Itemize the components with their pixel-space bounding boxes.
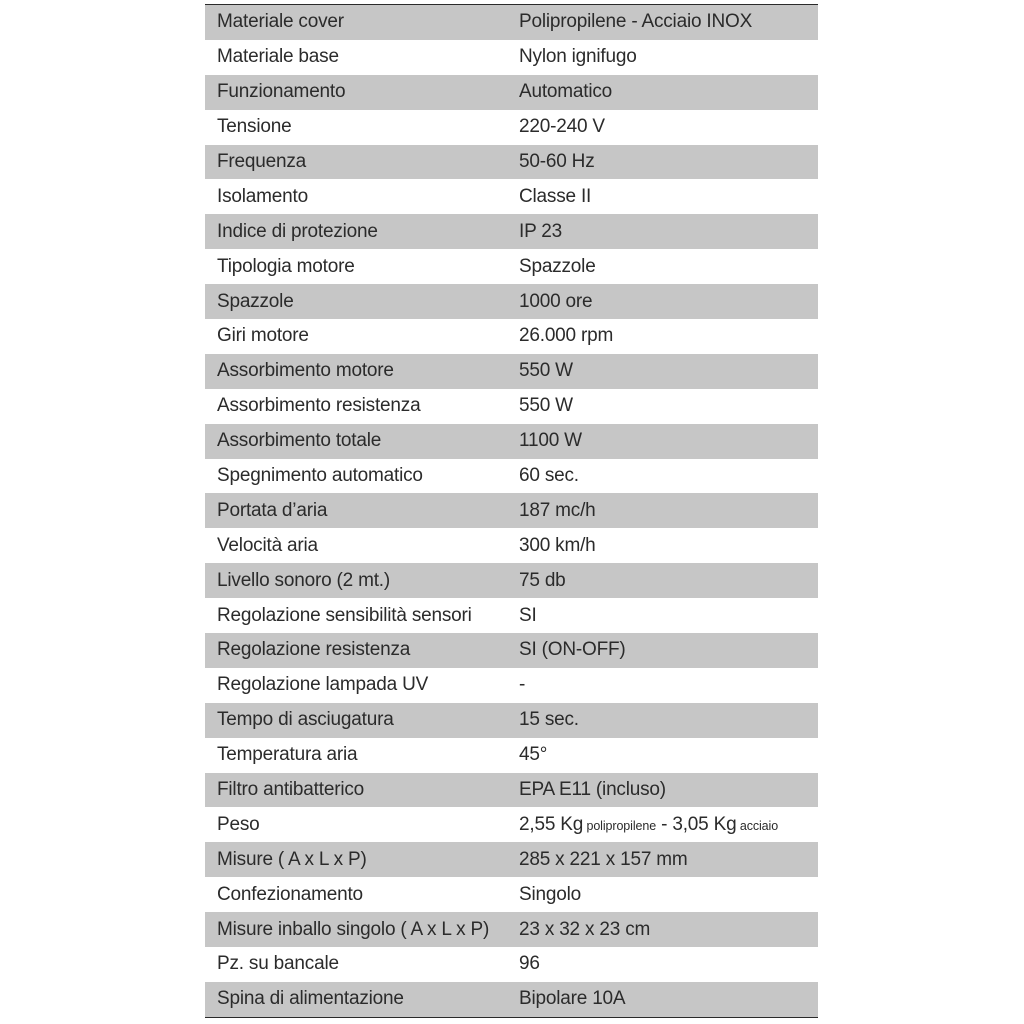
table-row [205,528,818,563]
spec-value: SI [519,604,537,626]
spec-label: Tempo di asciugatura [217,709,394,731]
spec-label: Regolazione sensibilità sensori [217,604,472,626]
spec-value: Polipropilene - Acciaio INOX [519,11,753,33]
spec-label: Regolazione resistenza [217,639,411,661]
spec-value: 60 sec. [519,465,579,487]
spec-label: Spina di alimentazione [217,988,404,1010]
table-row [205,633,818,668]
table-row [205,912,818,947]
spec-label: Peso [217,813,260,835]
spec-label: Livello sonoro (2 mt.) [217,569,391,591]
spec-label: Materiale cover [217,11,344,33]
spec-label: Temperatura aria [217,744,358,766]
spec-label: Portata d’aria [217,499,328,521]
spec-value: Classe II [519,185,592,207]
table-row [205,598,818,633]
spec-value: Bipolare 10A [519,988,626,1010]
spec-label: Misure ( A x L x P) [217,848,367,870]
table-row [205,563,818,598]
table-row [205,877,818,912]
spec-label: Assorbimento totale [217,430,382,452]
table-row [205,493,818,528]
spec-value: Singolo [519,883,581,905]
spec-label: Frequenza [217,151,307,172]
spec-value-part: acciaio [736,818,779,833]
table-row [205,703,818,738]
spec-table [205,4,818,1018]
spec-label: Funzionamento [217,81,346,103]
spec-value: 220-240 V [519,116,605,138]
table-row [205,5,818,40]
spec-label: Assorbimento motore [217,360,394,382]
table-row [205,40,818,75]
spec-value: 50-60 Hz [519,151,595,172]
spec-value: Automatico [519,81,613,103]
table-row [205,459,818,494]
table-row [205,110,818,145]
spec-value: Nylon ignifugo [519,46,637,68]
table-row [205,284,818,319]
spec-label: Tipologia motore [217,255,355,277]
spec-value: 300 km/h [519,534,596,556]
table-row [205,145,818,180]
spec-value: IP 23 [519,220,563,242]
spec-value: 23 x 32 x 23 cm [519,918,651,940]
table-row [205,214,818,249]
spec-value-part: - 3,05 Kg [656,813,737,835]
spec-value: 550 W [519,395,573,417]
spec-value: 550 W [519,360,573,382]
spec-value [519,814,818,836]
table-row [205,773,818,808]
table-row [205,947,818,982]
spec-label: Velocità aria [217,534,318,556]
spec-value: 1000 ore [519,290,593,312]
spec-label: Spazzole [217,290,294,312]
table-row [205,75,818,110]
spec-value: 1100 W [519,430,582,452]
table-row [205,179,818,214]
spec-value: - [519,674,526,696]
table-row [205,249,818,284]
table-row [205,668,818,703]
table-row [205,807,818,842]
spec-value: 75 db [519,569,566,591]
spec-value: 187 mc/h [519,499,596,521]
spec-value: 15 sec. [519,709,579,731]
spec-value: Spazzole [519,255,596,277]
spec-label: Indice di protezione [217,220,378,242]
spec-value: 96 [519,953,540,975]
spec-label: Materiale base [217,46,339,68]
spec-label: Confezionamento [217,883,363,905]
spec-value-part: polipropilene [583,818,657,833]
table-row [205,738,818,773]
spec-label: Assorbimento resistenza [217,395,421,417]
spec-label: Isolamento [217,185,308,207]
spec-value: EPA E11 (incluso) [519,779,666,801]
spec-value: 45° [519,744,548,766]
table-row [205,982,818,1017]
table-row [205,842,818,877]
table-row [205,354,818,389]
spec-label: Spegnimento automatico [217,465,423,487]
spec-value: SI (ON-OFF) [519,639,626,661]
spec-value: 285 x 221 x 157 mm [519,848,688,870]
table-row [205,389,818,424]
spec-label: Pz. su bancale [217,953,339,975]
table-row [205,319,818,354]
table-row [205,424,818,459]
spec-value-part: 2,55 Kg [519,813,584,835]
spec-value: 26.000 rpm [519,325,614,347]
spec-label: Filtro antibatterico [217,779,365,801]
spec-label: Regolazione lampada UV [217,674,429,696]
spec-label: Misure inballo singolo ( A x L x P) [217,918,490,940]
spec-label: Giri motore [217,325,309,347]
spec-label: Tensione [217,116,292,138]
